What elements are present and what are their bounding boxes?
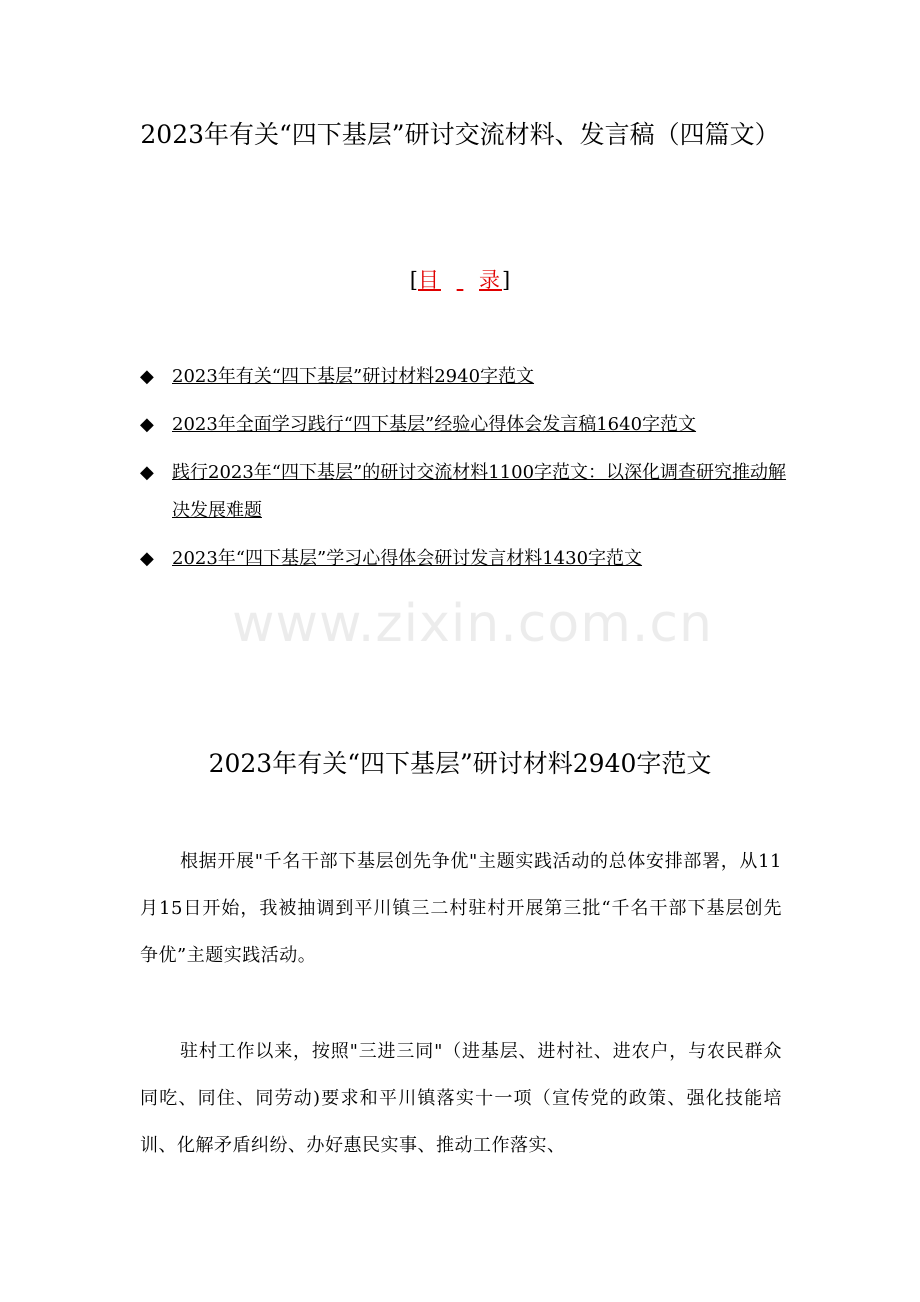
toc-label-gap: [441, 262, 479, 298]
diamond-bullet-icon: ◆: [140, 366, 154, 387]
toc-link-1[interactable]: 2023年有关“四下基层”研讨材料2940字范文: [172, 366, 535, 387]
body-paragraph-1: 根据开展"千名干部下基层创先争优"主题实践活动的总体安排部署，从11月15日开始，我被抽调到平川镇三二村驻村开展第三批“千名干部下基层创先争优”主题实践活动。: [140, 851, 782, 966]
diamond-bullet-icon: ◆: [140, 414, 154, 435]
toc-link-3[interactable]: 践行2023年“四下基层”的研讨交流材料1100字范文：以深化调查研究推动解决发展难题: [172, 462, 787, 521]
toc-link-4[interactable]: 2023年“四下基层”学习心得体会研讨发言材料1430字范文: [172, 548, 643, 569]
toc-label-left: 目: [418, 268, 441, 292]
body-paragraph-2: 驻村工作以来，按照"三进三同"（进基层、进村社、进农户，与农民群众同吃、同住、同劳动)要求和平川镇落实十一项（宣传党的政策、强化技能培训、化解矛盾纠纷、办好惠民实事、推动工作落实、: [140, 1041, 782, 1156]
toc-item: [140, 406, 790, 444]
section-title: 2023年有关“四下基层”研讨材料2940字范文: [208, 749, 712, 778]
toc-item: [140, 358, 790, 396]
diamond-bullet-icon: ◆: [140, 462, 154, 483]
toc-heading: [0, 262, 920, 298]
watermark: www.zixin.com.cn: [232, 594, 713, 654]
toc-link-2[interactable]: 2023年全面学习践行“四下基层”经验心得体会发言稿1640字范文: [172, 414, 697, 435]
toc-item: [140, 454, 790, 530]
toc-bracket-open: [: [409, 268, 418, 292]
document-title: 2023年有关“四下基层”研讨交流材料、发言稿（四篇文）: [140, 120, 780, 149]
diamond-bullet-icon: ◆: [140, 548, 154, 569]
toc-bracket-close: ]: [502, 268, 511, 292]
toc-list: [140, 358, 790, 588]
toc-label-right: 录: [479, 268, 502, 292]
toc-item: [140, 540, 790, 578]
